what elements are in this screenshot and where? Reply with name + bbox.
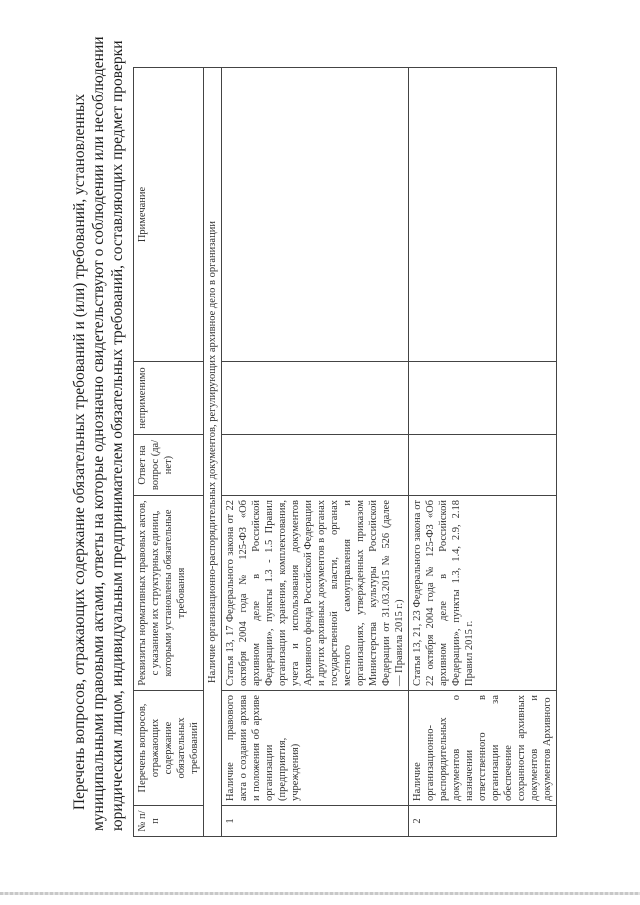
row-num: 1 [222, 806, 409, 837]
header-note: Примечание [134, 68, 204, 362]
heading-line-2: муниципальными правовыми актами, ответы на которые однозначно свидетельствуют о соблюдении или несоблюдении [90, 36, 107, 831]
header-details: Реквизиты нормативных правовых актов, с указанием их структурных единиц, которыми установлены обязательные требования [134, 496, 204, 691]
row-question: Наличие организационно-распорядительных документов о назначении ответственного в организации за обеспечение сохранности архивных документов и документов Архивного [409, 691, 557, 806]
table-row [222, 68, 409, 837]
row-not-applicable [409, 362, 557, 435]
header-not-applicable: неприменимо [134, 362, 204, 435]
table-row [409, 68, 557, 837]
section-title: Наличие организационно-распорядительных документов, регулирующих архивное дело в организации [204, 68, 222, 837]
row-num: 2 [409, 806, 557, 837]
row-note [409, 68, 557, 362]
document-sheet [70, 36, 570, 837]
row-not-applicable [222, 362, 409, 435]
heading-line-3: юридическим лицом, индивидуальным предпринимателем обязательных требований, составляющих предмет проверки [109, 40, 126, 831]
heading-line-1: Перечень вопросов, отражающих содержание обязательных требований и (или) требований, установленных [71, 93, 88, 811]
row-answer [222, 435, 409, 496]
row-details: Статья 13, 21, 23 Федерального закона от 22 октября 2004 года № 125-ФЗ «Об архивном деле в Российской Федерации», пункты 1.3, 1.4, 2.9, 2.18 Правил 2015 г. [409, 496, 557, 691]
section-row [204, 68, 222, 837]
scan-edge-artifact [0, 892, 640, 895]
document-heading [70, 36, 127, 831]
row-details: Статья 13, 17 Федерального закона от 22 октября 2004 года № 125-ФЗ «Об архивном деле в Российской Федерации», пункты 1.3 - 1.5 Правил организации хранения, комплектования, учета и использования документов Архивного фонда Российской Федерации и других архивных документов в органах государственной власти, органах местного самоуправления и организациях, утвержденных приказом Министерства культуры Российской Федерации от 31.03.2015 № 526 (далее — Правила 2015 г.) [222, 496, 409, 691]
header-num: № п/п [134, 806, 204, 837]
row-note [222, 68, 409, 362]
row-answer [409, 435, 557, 496]
table-header-row [134, 68, 204, 837]
requirements-table [133, 67, 557, 837]
header-question: Перечень вопросов, отражающих содержание обязательных требований [134, 691, 204, 806]
row-question: Наличие правового акта о создании архива и положения об архиве организации (предприятия, учреждения) [222, 691, 409, 806]
header-answer: Ответ на вопрос (да/нет) [134, 435, 204, 496]
